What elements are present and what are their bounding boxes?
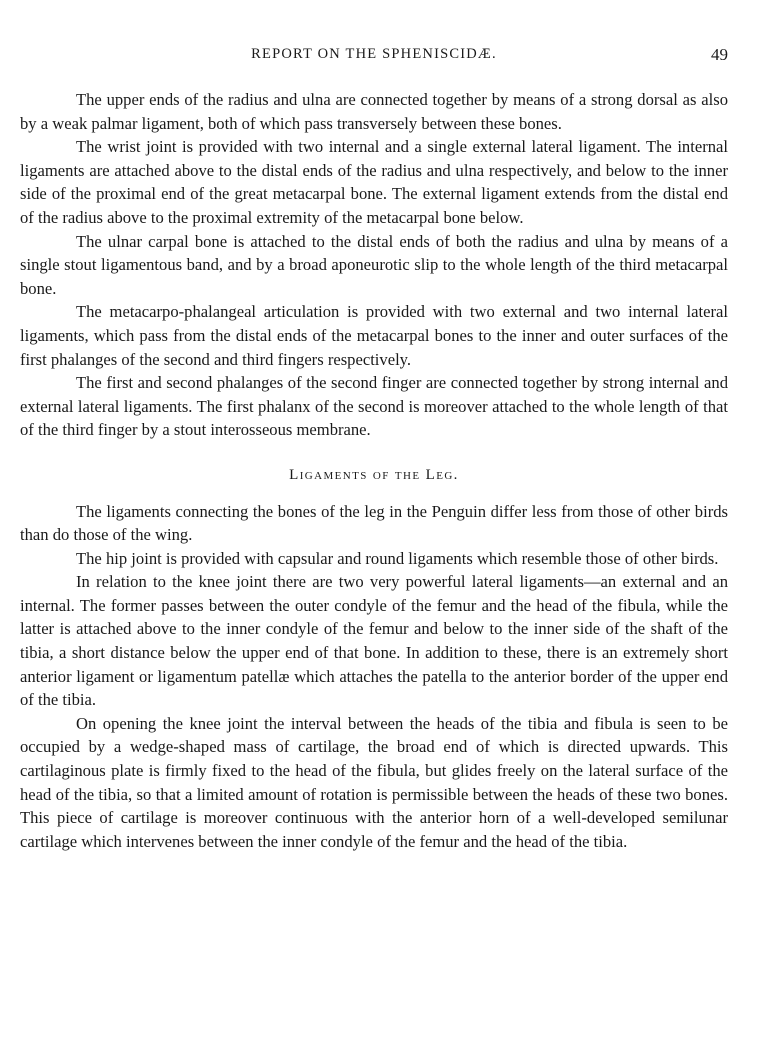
paragraph: The wrist joint is provided with two internal and a single external lateral ligament. The internal ligaments are attached above to the distal ends of the radius and ulna respectively, and below to the inner side of the proximal end of the great metacarpal bone. The external ligament extends from the distal end of the radius above to the proximal extremity of the metacarpal bone below. bbox=[20, 137, 728, 227]
running-head bbox=[20, 46, 728, 70]
paragraph: The first and second phalanges of the second finger are connected together by strong internal and external lateral ligaments. The first phalanx of the second is moreover attached to the whole length of that of the third finger by a stout interosseous membrane. bbox=[20, 373, 728, 440]
running-title: REPORT ON THE SPHENISCIDÆ. bbox=[251, 46, 497, 62]
paragraph: On opening the knee joint the interval between the heads of the tibia and fibula is seen to be occupied by a wedge-shaped mass of cartilage, the broad end of which is directed upwards. This cartilaginous plate is firmly fixed to the head of the fibula, but glides freely on the lateral surface of the head of the tibia, so that a limited amount of rotation is permissible between the heads of these two bones. This piece of cartilage is moreover continuous with the anterior horn of a well-developed semilunar cartilage which intervenes between the inner condyle of the femur and the head of the tibia. bbox=[20, 713, 728, 851]
paragraph: In relation to the knee joint there are two very powerful lateral ligaments—an external and an internal. The former passes between the outer condyle of the femur and the head of the fibula, while the latter is attached above to the inner condyle of the femur and below to the inner side of the shaft of the tibia, a short distance below the upper end of that bone. In addition to these, there is an extremely short anterior ligament or ligamentum patellæ which attaches the patella to the anterior border of the upper end of the tibia. bbox=[20, 572, 728, 710]
paragraph: The metacarpo-phalangeal articulation is provided with two external and two internal lateral ligaments, which pass from the distal ends of the metacarpal bones to the inner and outer surfaces of the first phalanges of the second and third fingers respectively. bbox=[20, 302, 728, 369]
paragraph: The upper ends of the radius and ulna are connected together by means of a strong dorsal as also by a weak palmar ligament, both of which pass transversely between these bones. bbox=[20, 90, 728, 133]
paragraph: The ligaments connecting the bones of the leg in the Penguin differ less from those of other birds than do those of the wing. bbox=[20, 501, 728, 545]
paragraph: The hip joint is provided with capsular and round ligaments which resemble those of other birds. bbox=[76, 548, 719, 568]
page-number: 49 bbox=[711, 45, 728, 64]
paragraph: The ulnar carpal bone is attached to the distal ends of both the radius and ulna by means of a single stout ligamentous band, and by a broad aponeurotic slip to the whole length of the third metacarpal bone. bbox=[20, 231, 728, 298]
body-text bbox=[20, 88, 728, 853]
section-heading: Ligaments of the Leg. bbox=[289, 466, 459, 483]
